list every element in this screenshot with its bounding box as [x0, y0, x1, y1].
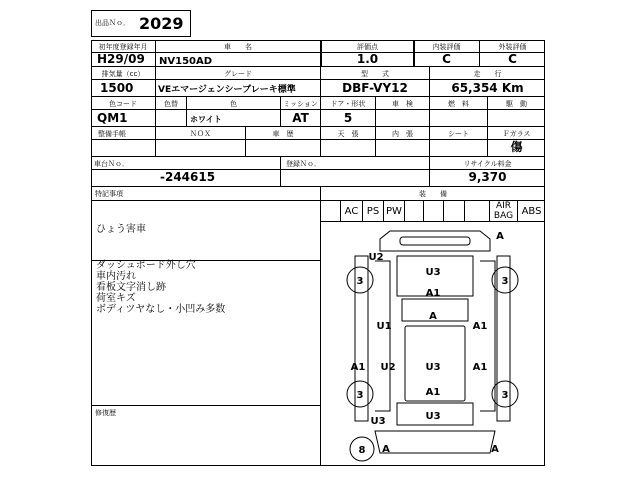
- note-dashboard-holes: ダッシュボード外し穴: [96, 260, 196, 271]
- headliner-label: 天 張: [337, 130, 359, 138]
- car-front-outline: [380, 231, 490, 251]
- note-sign-removal: 看板文字消し跡: [96, 282, 166, 293]
- door-shape-value: 5: [343, 111, 353, 125]
- seat-label: シート: [448, 130, 469, 138]
- note-cargo-scratches: 荷室キズ: [96, 293, 136, 304]
- mark-wheel-rl: 3: [356, 390, 364, 401]
- interior-grade-value: C: [442, 52, 451, 66]
- exterior-grade-label: 外装評価: [498, 43, 527, 51]
- mark-hood-left: U2: [368, 252, 384, 263]
- drive-label: 駆 動: [506, 100, 527, 108]
- first-registration-label: 初年度登録年月: [98, 43, 148, 51]
- color-label: 色: [230, 100, 237, 108]
- mark-rear-door: U3: [425, 411, 441, 422]
- grade-label: グレード: [224, 70, 252, 78]
- rear-bumper-outline: [375, 431, 495, 453]
- equipment-ps: PS: [366, 206, 380, 217]
- mileage-value: 65,354 Km: [451, 81, 524, 95]
- mark-rear-bumper-right: A: [491, 444, 499, 455]
- exterior-grade-value: C: [508, 52, 517, 66]
- mark-roof: U3: [425, 362, 441, 373]
- model-code-value: DBF-VY12: [342, 81, 408, 95]
- note-interior-dirty: 車内汚れ: [96, 271, 136, 282]
- car-name-value: NV150AD: [159, 56, 213, 67]
- displacement-value: 1500: [100, 81, 134, 95]
- transmission-label: ミッション: [283, 100, 318, 108]
- color-code-label: 色コード: [109, 100, 137, 108]
- mark-spare: 8: [358, 445, 366, 456]
- mark-wheel-fl: 3: [356, 276, 364, 287]
- mark-hood: U3: [425, 267, 441, 278]
- mark-left-door-front: U1: [376, 321, 392, 332]
- recycling-fee-value: 9,370: [468, 170, 507, 184]
- grade-value: VEエマージェンシーブレーキ標準: [158, 85, 296, 95]
- chassis-number-label: 車台Ｎｏ．: [94, 160, 129, 168]
- registration-number-label: 登録Ｎｏ．: [286, 160, 321, 168]
- car-name-label: 車 名: [224, 43, 252, 51]
- windshield-value: 傷: [510, 140, 523, 154]
- fuel-label: 燃 料: [448, 100, 469, 108]
- color-code-value: QM1: [97, 111, 128, 125]
- mark-left-rocker: A1: [350, 362, 366, 373]
- inspection-label: 車 検: [392, 100, 413, 108]
- recycling-fee-label: リサイクル料金: [463, 160, 512, 168]
- model-code-label: 型 式: [361, 70, 389, 78]
- mileage-label: 走 行: [473, 70, 502, 78]
- transmission-value: AT: [292, 111, 309, 125]
- mark-rear-left: U3: [370, 416, 386, 427]
- nox-label: ＮＯＸ: [190, 130, 211, 138]
- equipment-pw: PW: [386, 206, 402, 217]
- mark-right-door-front: A1: [472, 321, 488, 332]
- color-value: ホワイト: [190, 115, 222, 124]
- note-body-dents: ボディツヤなし・小凹み多数: [96, 304, 226, 315]
- evaluation-score-value: 1.0: [356, 52, 379, 66]
- interior-trim-label: 内 張: [392, 130, 413, 138]
- exhibit-number-label: 出品Ｎｏ．: [95, 19, 130, 27]
- first-registration-value: H29/09: [97, 52, 145, 66]
- interior-grade-label: 内装評価: [432, 43, 461, 51]
- notes-label: 特記事項: [95, 190, 123, 198]
- windshield-label: Ｆガラス: [502, 130, 531, 138]
- mark-wheel-fr: 3: [501, 276, 509, 287]
- equipment-label: 装 備: [419, 190, 447, 198]
- equipment-ac: AC: [344, 206, 359, 217]
- note-hail-damage: ひょう害車: [96, 224, 146, 235]
- mark-cowl: A1: [425, 288, 441, 299]
- mark-rear-bumper-left: A: [382, 444, 390, 455]
- evaluation-score-label: 評価点: [357, 43, 378, 51]
- mark-left-door-rear: U2: [380, 362, 396, 373]
- color-change-label: 色替: [164, 100, 178, 108]
- mark-front-bumper: A: [496, 231, 504, 242]
- repair-history-label: 修復歴: [95, 409, 116, 417]
- displacement-label: 排気量（cc）: [101, 70, 145, 78]
- car-history-label: 車 歴: [272, 130, 294, 138]
- mark-cowl-right: A1: [425, 387, 441, 398]
- maintenance-record-label: 整備手帳: [98, 130, 126, 138]
- equipment-abs: ABS: [521, 206, 542, 217]
- mark-wheel-rr: 3: [501, 390, 509, 401]
- damage-diagram: [320, 221, 545, 466]
- chassis-number-value: -244615: [160, 170, 216, 184]
- exhibit-number-value: 2029: [139, 14, 184, 33]
- front-grille: [400, 237, 470, 245]
- exhibit-number-box: [91, 10, 191, 37]
- equipment-airbag: AIR BAG: [493, 201, 514, 221]
- mark-right-rear: A1: [472, 362, 488, 373]
- door-shape-label: ドア・形状: [330, 100, 366, 108]
- mark-windshield: A: [429, 311, 437, 322]
